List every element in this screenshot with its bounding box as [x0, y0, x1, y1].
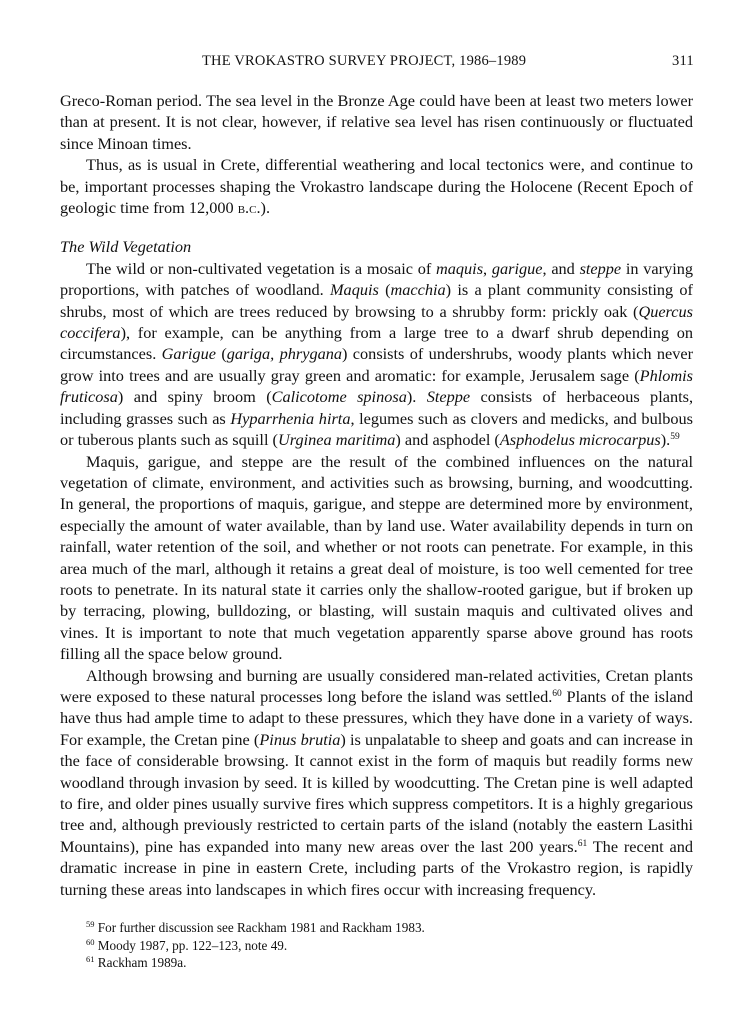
text-run: Plants of the island have thus had ample time to adapt to these pressures, which they have done in a variety of ways. For example, the Cretan pine (	[60, 686, 693, 749]
text-run: ), for example, can be anything from a large tree to a dwarf shrub depending on circumstances.	[60, 323, 693, 364]
text-run: consists of herbaceous plants, including grasses such as	[60, 387, 694, 428]
footnote-61	[60, 954, 693, 972]
text-run: ) consists of undershrubs, woody plants which never grow into trees and are usually gray green and aromatic: for example, Jerusalem sage (	[60, 344, 693, 385]
footnote-text: Rackham 1989a.	[94, 955, 187, 971]
italic-term: Garigue	[161, 344, 216, 364]
footnote-ref-59[interactable]: 59	[670, 432, 680, 443]
italic-term: maquis	[436, 258, 484, 278]
footnote-number: 61	[86, 954, 95, 965]
paragraph-sea-level	[60, 90, 693, 154]
page-number: 311	[672, 53, 694, 69]
footnote-number: 60	[86, 936, 95, 947]
era-abbreviation: b.c.	[237, 198, 261, 218]
text-run: , and	[542, 258, 580, 278]
text-run: (	[378, 280, 391, 300]
footnote-text: For further discussion see Rackham 1981 and Rackham 1983.	[94, 920, 425, 935]
italic-term: Asphodelus microcarpus	[499, 430, 661, 450]
italic-term: Calicotome spinosa	[271, 387, 407, 407]
text-run: in varying proportions, with patches of woodland.	[60, 258, 694, 300]
footnote-ref-61[interactable]: 61	[577, 838, 588, 849]
footnote-60	[60, 937, 693, 955]
paragraph-text: Maquis, garigue, and steppe are the result of the combined influences on the natural vegetation of climate, environment, and activities such as browsing, burning, and woodcutting. In general, the proportions of maquis, garigue, and steppe are determined more by environment, especially the amount of water available, than by land use. Water availability depends in turn on rainfall, water retention of the soil, and whether or not roots can penetrate. For example, in this area much of the marl, although it retains a great deal of moisture, is too well cemented for tree roots to penetrate. In its natural state it carries only the shallow-rooted garigue, but if broken up by terracing, plowing, bulldozing, or blasting, will sustain maquis and cultivated olives and vines. It is important to note that much vegetation apparently sparse above ground has roots filling all the space below ground.	[60, 451, 693, 664]
text-run: ).	[660, 430, 671, 450]
body-text	[60, 90, 693, 900]
paragraph-tectonics	[60, 154, 693, 218]
paragraph-browsing-burning	[60, 665, 693, 900]
italic-term: Steppe	[426, 387, 471, 407]
paragraph-influences	[60, 451, 693, 665]
italic-term: macchia	[390, 280, 446, 300]
text-run: ,	[483, 258, 492, 278]
paragraph-text: Thus, as is usual in Crete, differential weathering and local tectonics were, and continue to be, important processes shaping the Vrokastro landscape during the Holocene (Recent Epoch of geologic time from 12,000	[60, 155, 693, 218]
footnote-ref-60[interactable]: 60	[552, 688, 562, 699]
italic-term: Pinus brutia	[259, 729, 341, 749]
text-run: ) and spiny broom (	[117, 387, 272, 407]
paragraph-vegetation-types	[60, 258, 693, 451]
italic-term: Hyparrhenia hirta	[230, 408, 351, 428]
footnotes	[60, 919, 693, 972]
section-heading: The Wild Vegetation	[60, 237, 192, 257]
text-run: ) is unpalatable to sheep and goats and can increase in the face of considerable browsing. It cannot exist in the form of maquis but readily forms new woodland through invasion by seed. It is killed by woodcutting. The Cretan pine is well adapted to fire, and older pines usually survive fires which suppress competitors. It is a highly gregarious tree and, although previously restricted to certain parts of the island (notably the eastern Lasithi Mountains), pine has expanded into many new areas over the last 200 years.	[60, 729, 693, 856]
text-run: The recent and dramatic increase in pine in eastern Crete, including parts of the Vrokastro region, is rapidly turning these areas into landscapes in which fires occur with increasing frequency.	[60, 836, 693, 899]
text-run: , legumes such as clovers and medicks, and bulbous or tuberous plants such as squill (	[60, 408, 693, 450]
italic-term: Phlomis fruticosa	[60, 365, 693, 407]
italic-term: Quercus coccifera	[60, 301, 693, 343]
footnote-59	[60, 919, 693, 937]
text-run: (	[215, 344, 227, 364]
running-title: THE VROKASTRO SURVEY PROJECT, 1986–1989	[202, 53, 527, 69]
italic-term: steppe	[579, 258, 622, 278]
footnote-number: 59	[86, 919, 95, 929]
text-run: The wild or non-cultivated vegetation is a mosaic of	[86, 258, 436, 278]
italic-term: Maquis	[330, 280, 379, 300]
text-run: ) and asphodel (	[395, 430, 500, 450]
text-run: ) is a plant community consisting of shrubs, most of which are trees reduced by browsing to a shrubby form: prickly oak (	[60, 280, 693, 321]
italic-term: garigue	[491, 258, 543, 278]
paragraph-text: ).	[260, 198, 271, 218]
italic-term: Urginea maritima	[277, 430, 396, 450]
italic-term: gariga, phrygana	[226, 344, 343, 364]
paragraph-text: Greco-Roman period. The sea level in the Bronze Age could have been at least two meters lower than at present. It is not clear, however, if relative sea level has risen continuously or fluctuated since Minoan times.	[60, 91, 693, 153]
text-run: ).	[406, 387, 427, 407]
footnote-text: Moody 1987, pp. 122–123, note 49.	[94, 937, 288, 953]
text-run: Although browsing and burning are usually considered man-related activities, Cretan plants were exposed to these natural processes long before the island was settled.	[60, 665, 693, 706]
